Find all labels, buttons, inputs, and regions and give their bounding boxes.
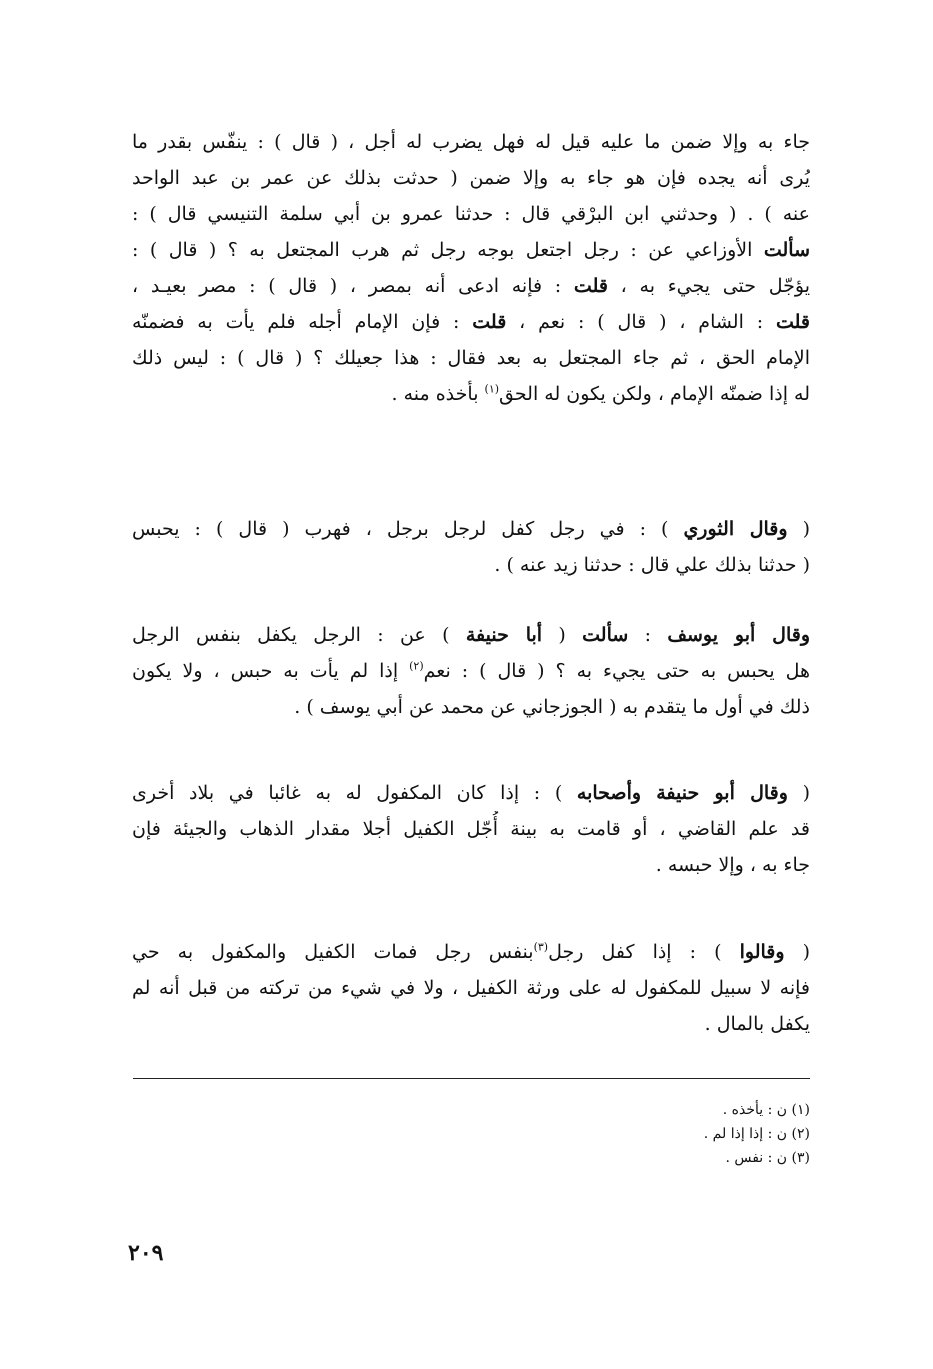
text-run: ( [787, 518, 810, 540]
paragraph-1-line-7: الإمام الحق ، ثم جاء المجتعل به بعد فقال : هذا جعيلك ؟ ( قال ) : ليس ذلك [132, 347, 810, 369]
text-run: ) : في رجل كفل لرجل برجل ، فهرب ( قال ) : يحبس [132, 518, 684, 540]
footnote-2: (٢) ن : إذا إذا لم . [703, 1126, 810, 1142]
bold-term: قلت [573, 275, 608, 297]
paragraph-2-line-2: ( حدثنا بذلك علي قال : حدثنا زيد عنه ) . [494, 554, 810, 576]
paragraph-4-line-1 [132, 775, 810, 811]
paragraph-5 [132, 934, 810, 1042]
text-run: ) : إذا كان المكفول له به غائبا في بلاد أخرى [132, 782, 577, 804]
paragraph-4-line-3: جاء به ، وإلا حبسه . [655, 854, 810, 876]
text-run: : [628, 624, 668, 646]
paragraph-3-line-2 [132, 653, 810, 689]
paragraph-1 [132, 124, 810, 412]
text-run: هل يحبس به حتى يجيء به ؟ ( قال ) : نعم [423, 660, 810, 682]
bold-term: وقالوا [739, 941, 785, 963]
text-run: بنفس رجل فمات الكفيل والمكفول به حي [132, 941, 534, 963]
footnote-1: (١) ن : يأخذه . [722, 1102, 810, 1118]
footnote-separator [133, 1078, 810, 1079]
paragraph-4-line-2: قد علم القاضي ، أو قامت به بينة أُجّل الكفيل أجلا مقدار الذهاب والجيئة فإن [132, 818, 810, 840]
paragraph-3-line-3: ذلك في أول ما يتقدم به ( الجوزجاني عن محمد عن أبي يوسف ) . [294, 696, 810, 718]
paragraph-2-line-1 [132, 511, 810, 547]
page-number: ٢٠٩ [128, 1240, 164, 1266]
text-run: ) عن : الرجل يكفل بنفس الرجل [132, 624, 466, 646]
text-run: : فإن الإمام أجله فلم يأت به فضمنّه [132, 311, 473, 333]
text-run: : فإنه ادعى أنه بمصر ، ( قال ) : مصر بعيـد ، [132, 275, 574, 297]
text-run: بأخذه منه . [391, 383, 485, 405]
paragraph-1-line-5 [132, 268, 810, 304]
paragraph-1-line-6 [132, 304, 810, 340]
paragraph-2 [132, 511, 810, 583]
paragraph-4 [132, 775, 810, 883]
bold-term: سألت [582, 624, 629, 646]
text-run: ( [787, 782, 810, 804]
paragraph-1-line-2: يُرى أنه يجده فإن هو جاء به وإلا ضمن ( حدثت بذلك عن عمر بن عبد الواحد [132, 167, 810, 189]
text-run: إذا لم يأت به حبس ، ولا يكون [132, 660, 410, 682]
paragraph-1-line-8 [132, 376, 810, 412]
footnotes [704, 1098, 810, 1170]
bold-term: سألت [763, 239, 810, 261]
bold-term: أبا حنيفة [465, 624, 543, 646]
paragraph-1-line-3: عنه ) . ( وحدثني ابن البرْقي قال : حدثنا عمرو بن أبي سلمة التنيسي قال ) : [132, 203, 810, 225]
paragraph-1-line-4 [132, 232, 810, 268]
text-run: ) : إذا كفل رجل [548, 941, 740, 963]
bold-term: وقال الثوري [683, 518, 788, 540]
footnote-ref-2: (٢) [409, 659, 424, 673]
paragraph-5-line-1 [132, 934, 810, 970]
bold-term: وقال أبو يوسف [667, 624, 810, 646]
paragraph-1-line-1: جاء به وإلا ضمن ما عليه قيل له فهل يضرب له أجل ، ( قال ) : ينفّس بقدر ما [132, 131, 810, 153]
footnote-ref-3: (٣) [533, 940, 549, 954]
bold-term: قلت [472, 311, 507, 333]
text-run: الأوزاعي عن : رجل اجتعل بوجه رجل ثم هرب المجتعل به ؟ ( قال ) : [132, 239, 764, 261]
footnote-3: (٣) ن : نفس . [725, 1150, 810, 1166]
bold-term: قلت [775, 311, 810, 333]
paragraph-5-line-2: فإنه لا سبيل للمكفول له على ورثة الكفيل ، ولا في شيء من تركته من قبل أنه لم [132, 977, 810, 999]
text-run: ( [784, 941, 810, 963]
text-run: ( [542, 624, 583, 646]
footnote-ref-1: (١) [484, 382, 500, 396]
paragraph-3-line-1 [132, 617, 810, 653]
text-run: يؤجّل حتى يجيء به ، [607, 275, 810, 297]
paragraph-3 [132, 617, 810, 725]
text-run: له إذا ضمنّه الإمام ، ولكن يكون له الحق [499, 383, 810, 405]
text-run: : الشام ، ( قال ) : نعم ، [506, 311, 776, 333]
bold-term: وقال أبو حنيفة وأصحابه [576, 782, 788, 804]
paragraph-5-line-3: يكفل بالمال . [704, 1013, 810, 1035]
